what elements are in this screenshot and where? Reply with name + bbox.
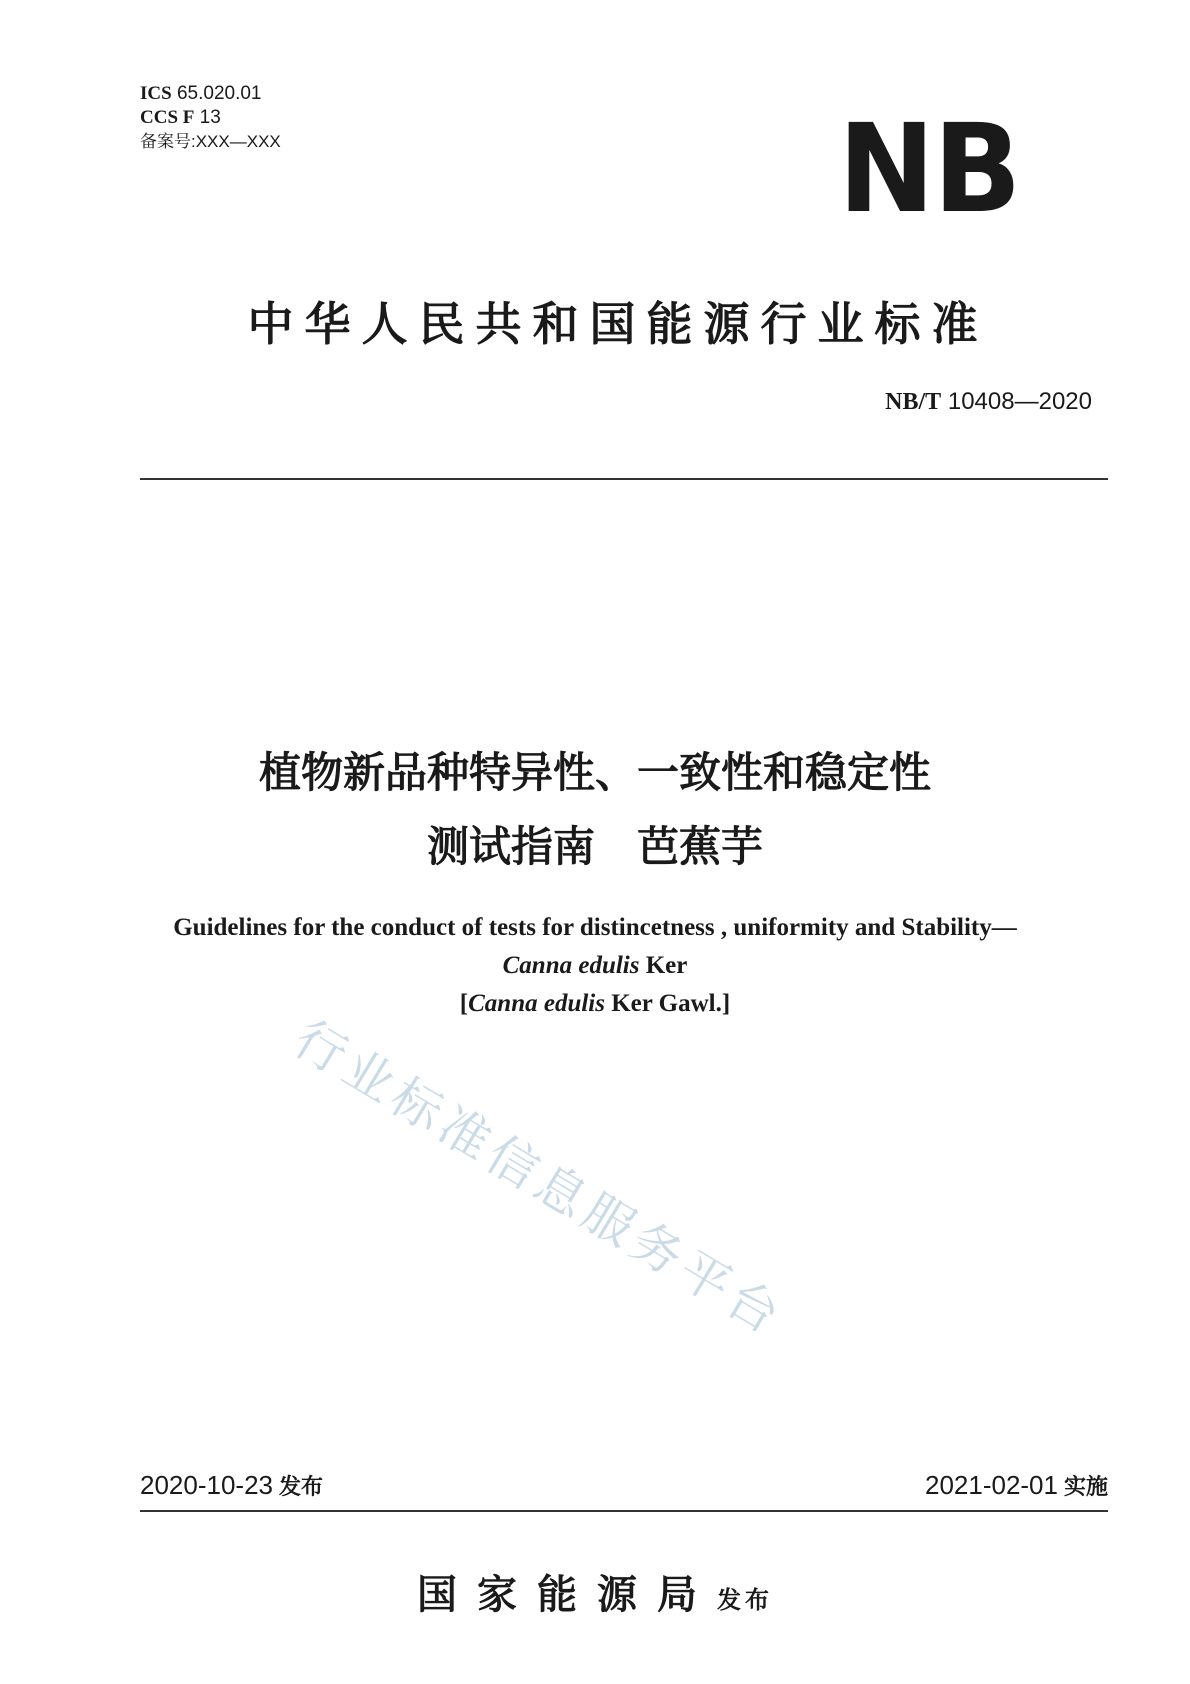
title-en-line2 — [0, 952, 1190, 980]
standard-number — [885, 388, 1092, 416]
ics-prefix: ICS — [140, 83, 172, 104]
title-en-species-alt: Canna edulis — [468, 990, 605, 1017]
title-en-line1: Guidelines for the conduct of tests for distincetness , uniformity and Stability— — [173, 914, 1017, 941]
issuer-name: 国家能源局 — [417, 1571, 717, 1618]
title-en-line3 — [0, 990, 1190, 1018]
implement-date-value: 2021-02-01 — [924, 1470, 1058, 1500]
ics-value: 65.020.01 — [176, 83, 262, 104]
issuer — [0, 1563, 1190, 1620]
standard-number-value: 10408—2020 — [947, 388, 1092, 415]
ccs-code — [140, 106, 221, 130]
ccs-prefix: CCS F — [140, 107, 195, 128]
ics-code — [140, 82, 262, 106]
title-en-author: Ker — [639, 952, 688, 979]
publish-date — [140, 1470, 323, 1501]
footer-divider — [140, 1510, 1108, 1512]
title-en-species: Canna edulis — [502, 952, 640, 979]
standard-type-title: 中华人民共和国能源行业标准 — [247, 297, 989, 351]
standard-number-prefix: NB/T — [885, 389, 942, 415]
title-cn-line1: 植物新品种特异性、一致性和稳定性 — [258, 748, 931, 797]
title-en-bracket: [ — [459, 990, 469, 1017]
issuer-suffix: 发布 — [717, 1585, 773, 1614]
publish-date-suffix: 发布 — [279, 1475, 324, 1500]
title-cn-line2: 测试指南 芭蕉芋 — [426, 822, 763, 871]
publish-date-value: 2020-10-23 — [140, 1470, 273, 1500]
ccs-value: 13 — [199, 107, 221, 128]
header-divider — [140, 478, 1108, 480]
implement-date — [925, 1470, 1108, 1501]
title-en-author-alt: Ker Gawl.] — [604, 990, 731, 1017]
nb-logo: NB — [838, 98, 1020, 240]
implement-date-suffix: 实施 — [1063, 1475, 1108, 1500]
watermark: 行业标准信息服务平台 — [284, 1009, 795, 1348]
filing-number: 备案号:XXX—XXX — [140, 132, 281, 151]
